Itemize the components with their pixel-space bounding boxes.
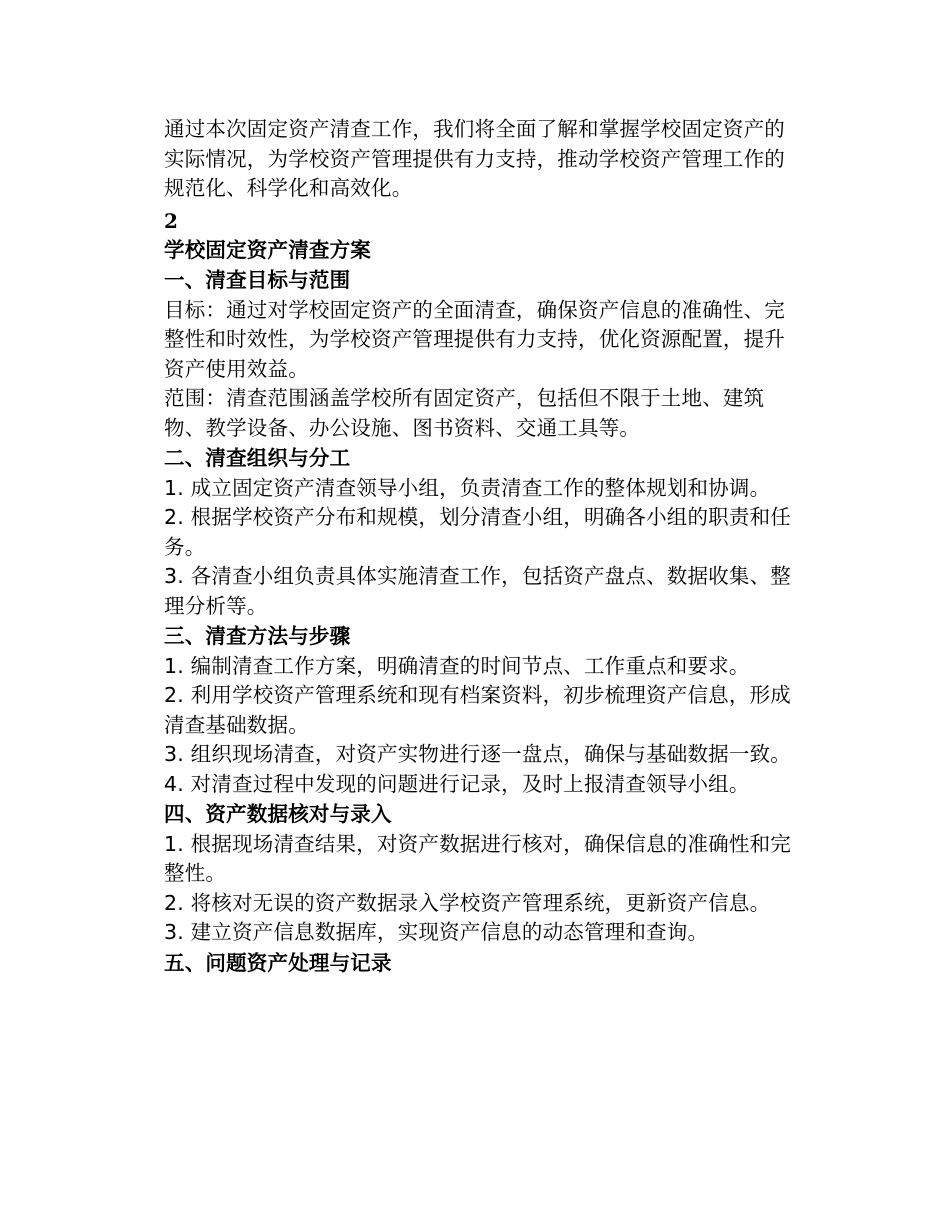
section-heading-3: 三、清查方法与步骤 — [164, 624, 351, 648]
document-body — [164, 115, 794, 978]
section-2-item: 2. 根据学校资产分布和规模，划分清查小组，明确各小组的职责和任务。 — [164, 505, 791, 559]
section-4-item: 3. 建立资产信息数据库，实现资产信息的动态管理和查询。 — [164, 920, 709, 944]
section-1-paragraph: 目标：通过对学校固定资产的全面清查，确保资产信息的准确性、完整性和时效性，为学校资产管理提供有力支持，优化资源配置，提升资产使用效益。 — [164, 297, 785, 381]
section-heading-2: 二、清查组织与分工 — [164, 446, 351, 470]
section-3-item: 4. 对清查过程中发现的问题进行记录，及时上报清查领导小组。 — [164, 771, 750, 796]
section-3-item: 2. 利用学校资产管理系统和现有档案资料，初步梳理资产信息，形成清查基础数据。 — [164, 683, 791, 737]
section-2-item: 3. 各清查小组负责具体实施清查工作，包括资产盘点、数据收集、整理分析等。 — [164, 564, 791, 618]
section-3-item: 3. 组织现场清查，对资产实物进行逐一盘点，确保与基础数据一致。 — [164, 742, 791, 766]
section-heading-5: 五、问题资产处理与记录 — [164, 950, 392, 975]
page-number: 2 — [164, 208, 178, 233]
section-4-item: 1. 根据现场清查结果，对资产数据进行核对，确保信息的准确性和完整性。 — [164, 831, 791, 885]
section-3-item: 1. 编制清查工作方案，明确清查的时间节点、工作重点和要求。 — [164, 653, 750, 678]
section-heading-4: 四、资产数据核对与录入 — [164, 802, 392, 826]
intro-paragraph: 通过本次固定资产清查工作，我们将全面了解和掌握学校固定资产的实际情况，为学校资产管理提供有力支持，推动学校资产管理工作的规范化、科学化和高效化。 — [164, 117, 785, 200]
section-heading-1: 一、清查目标与范围 — [164, 268, 351, 292]
document-title: 学校固定资产清查方案 — [164, 237, 371, 262]
section-4-item: 2. 将核对无误的资产数据录入学校资产管理系统，更新资产信息。 — [164, 890, 771, 915]
section-2-item: 1. 成立固定资产清查领导小组，负责清查工作的整体规划和协调。 — [164, 475, 771, 500]
section-1-paragraph: 范围：清查范围涵盖学校所有固定资产，包括但不限于土地、建筑物、教学设备、办公设施、图书资料、交通工具等。 — [164, 386, 765, 440]
